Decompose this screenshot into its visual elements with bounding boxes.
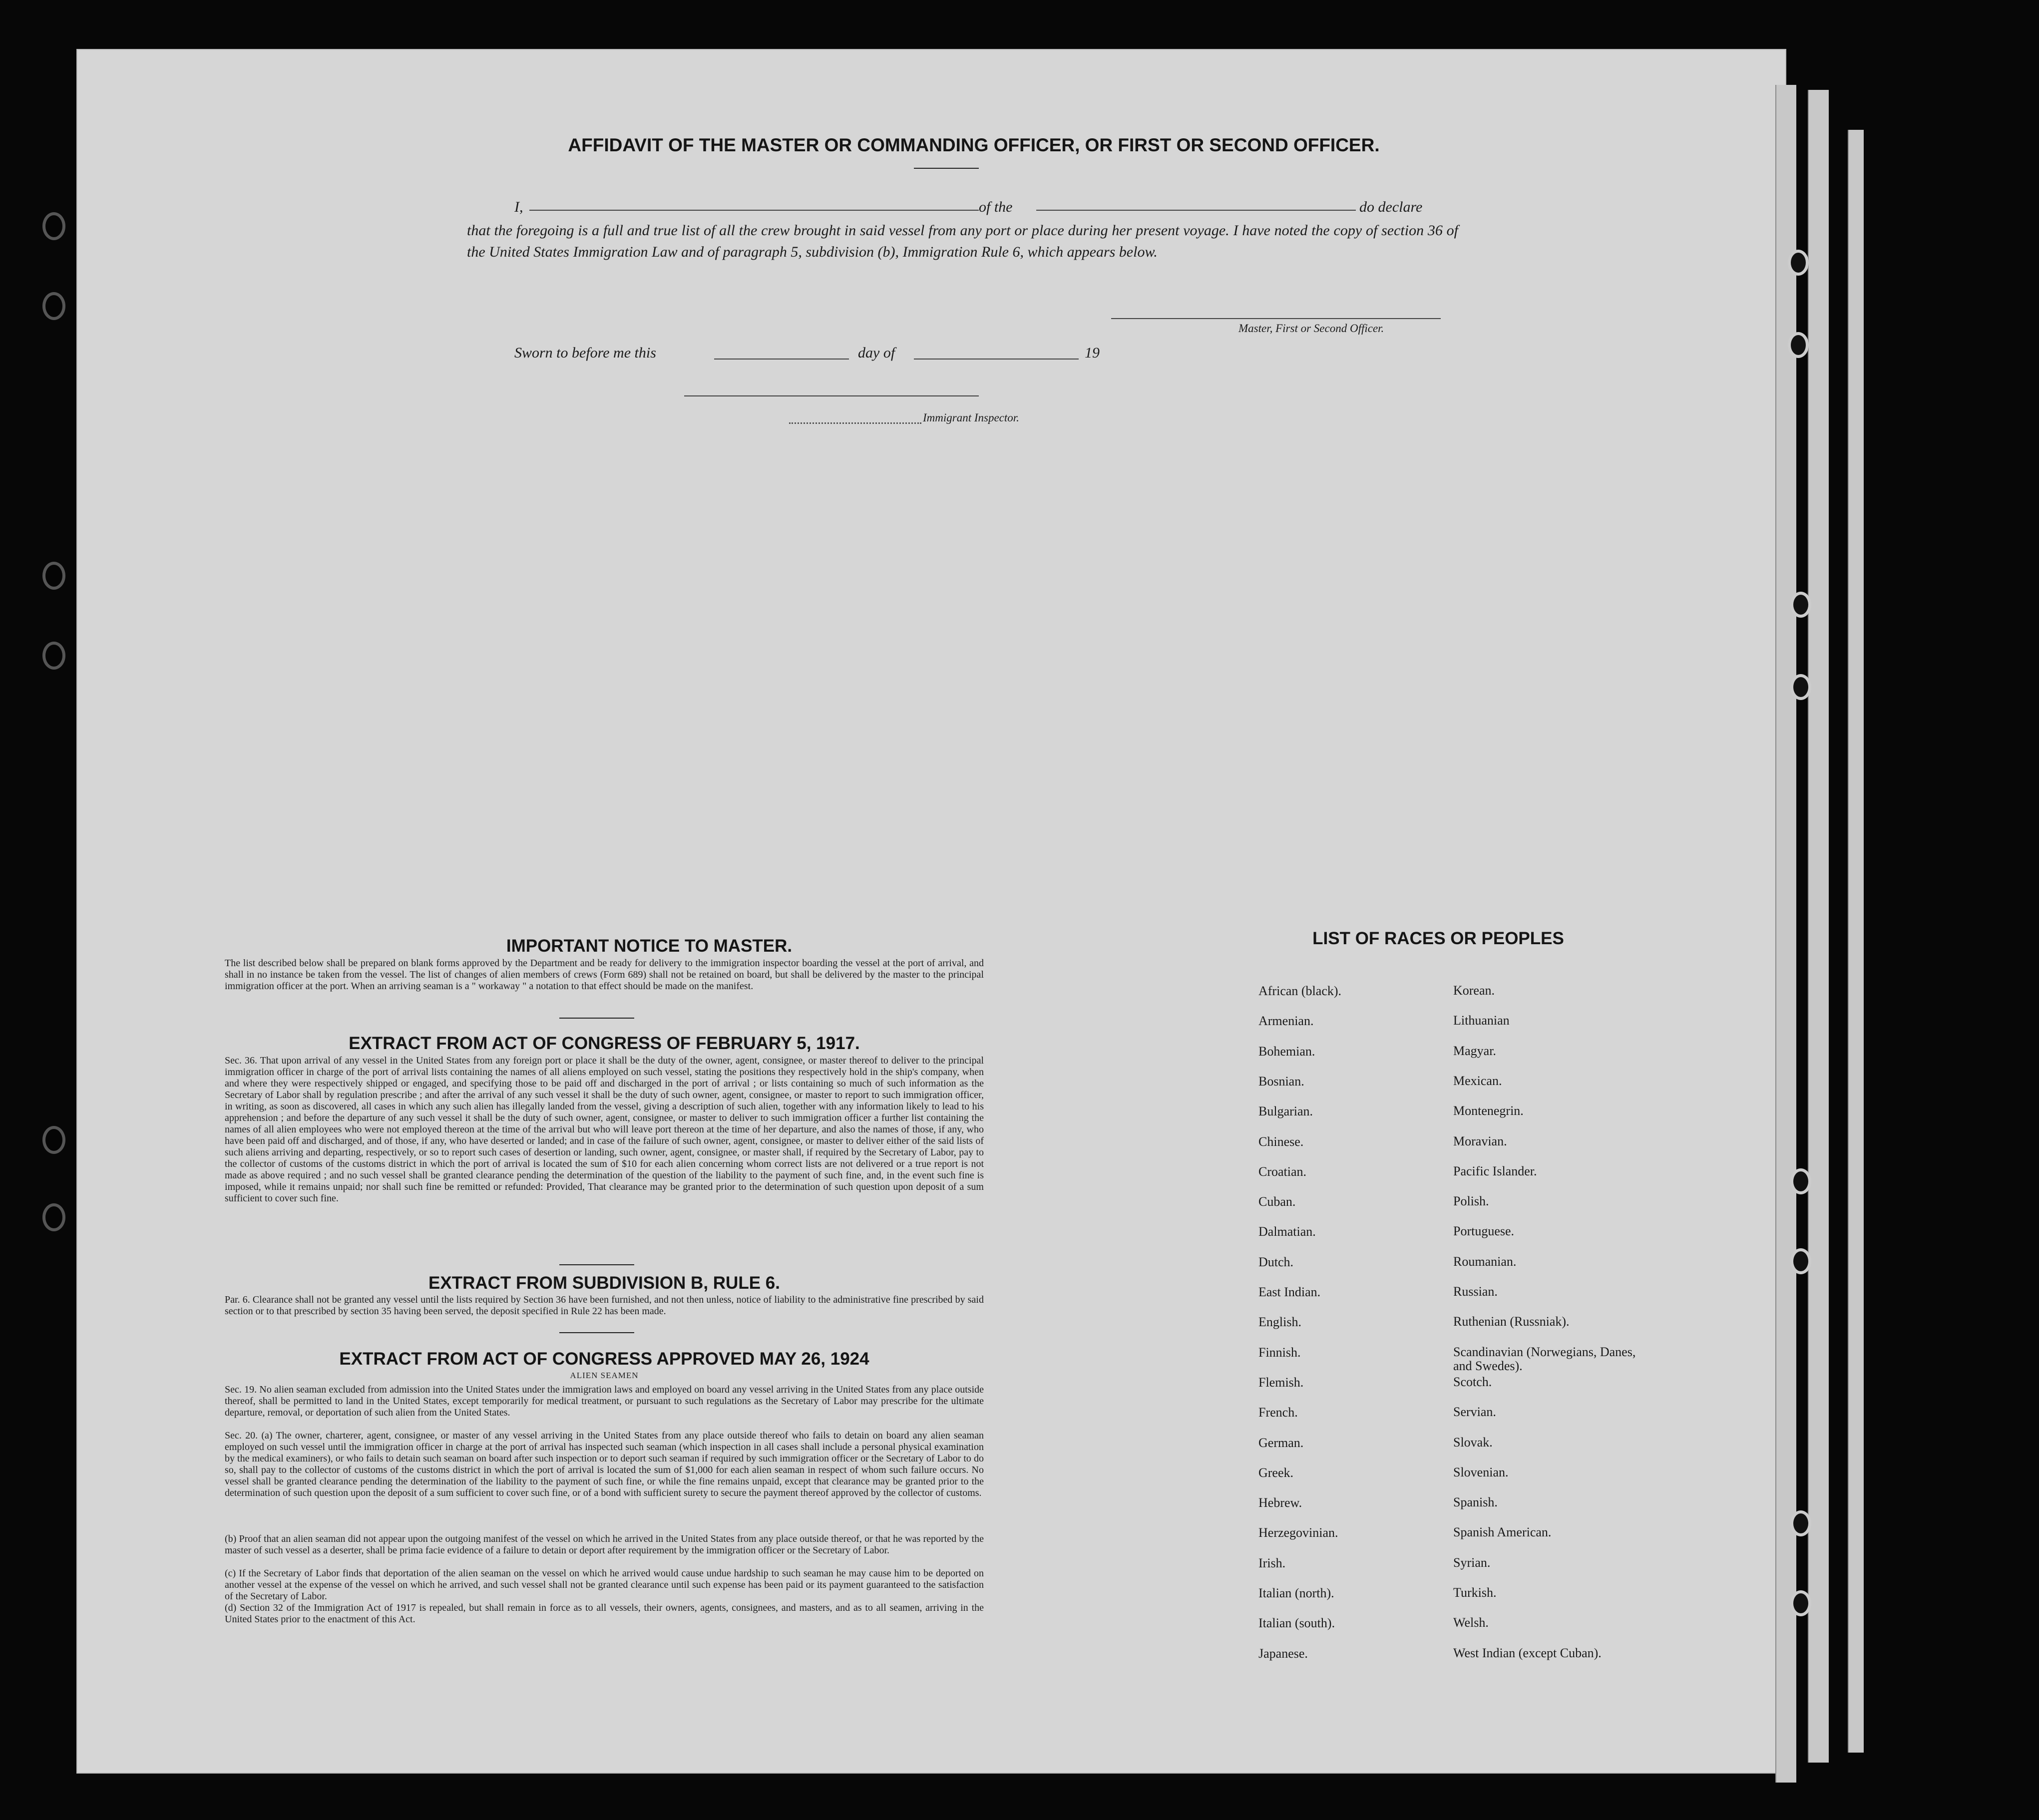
race-entry: Dalmatian. (1258, 1224, 1316, 1239)
officer-signature-label: Master, First or Second Officer. (1238, 322, 1384, 335)
race-entry: Herzegovinian. (1258, 1525, 1338, 1540)
section-divider (559, 1018, 634, 1019)
section-20c-text: (c) If the Secretary of Labor finds that deportation of the alien seaman on the vessel on which he arrived would cause undue hardship to such seaman he may cause him to be deported on another vessel at the expense of the vessel on which he arrived, and such vessel shall not be granted clearance until such expense has been paid or its payment guaranteed to the satisfaction of the Secretary of Labor. (225, 1568, 984, 1602)
race-entry: East Indian. (1258, 1285, 1321, 1299)
race-entry: Magyar. (1453, 1043, 1496, 1058)
race-entry: Irish. (1258, 1555, 1286, 1570)
notice-title: IMPORTANT NOTICE TO MASTER. (506, 936, 793, 956)
day-of-label: day of (858, 345, 895, 361)
race-entry: Bosnian. (1258, 1074, 1304, 1089)
binder-hole (1790, 1248, 1811, 1274)
page-edge (1848, 130, 1864, 1753)
race-entry: Lithuanian (1453, 1013, 1510, 1028)
race-entry: Slovenian. (1453, 1464, 1509, 1479)
race-entry: Spanish American. (1453, 1525, 1552, 1540)
extract-1924-title: EXTRACT FROM ACT OF CONGRESS APPROVED MAY 26, 1924 (339, 1349, 869, 1369)
race-entry: Korean. (1453, 983, 1495, 998)
race-entry: African (black). (1258, 984, 1342, 998)
inspector-label: Immigrant Inspector. (923, 411, 1019, 424)
race-entry: Scotch. (1453, 1374, 1492, 1389)
binder-hole (42, 292, 65, 320)
race-entry: Montenegrin. (1453, 1103, 1524, 1118)
sworn-day-field[interactable] (714, 359, 849, 360)
declarant-label: I, (514, 199, 523, 215)
year-label: 19 (1085, 345, 1100, 361)
binder-hole (42, 642, 65, 670)
race-entry: Flemish. (1258, 1375, 1304, 1390)
race-entry: Armenian. (1258, 1014, 1314, 1029)
affidavit-title: AFFIDAVIT OF THE MASTER OR COMMANDING OFFICER, OR FIRST OR SECOND OFFICER. (568, 135, 1380, 155)
extract-1917-title: EXTRACT FROM ACT OF CONGRESS OF FEBRUARY 5, 1917. (349, 1034, 860, 1053)
race-entry: Bulgarian. (1258, 1104, 1313, 1119)
affidavit-body: that the foregoing is a full and true list of all the crew brought in said vessel from any port or place during her present voyage. I have noted the copy of section 36 of the United States Immigration Law and of paragraph 5, subdivision (b), Immigration Rule 6, which appears below. (467, 222, 1458, 260)
race-entry: West Indian (except Cuban). (1453, 1645, 1602, 1660)
race-entry: Italian (north). (1258, 1586, 1334, 1600)
section-divider (559, 1332, 634, 1333)
binder-hole (1790, 674, 1811, 700)
declarant-name-field[interactable] (529, 210, 979, 211)
section-20a-text: Sec. 20. (a) The owner, charterer, agent, consignee, or master of any vessel arriving in the United States from any place outside thereof who fails to detain on board any alien seaman employed on such vessel until the immigration officer in charge at the port of arrival has inspected such seaman (which inspection in all cases shall include a personal physical examination by the medical examiners), or who fails to detain such seaman on board after such inspection or to deport such seaman if required by such immigration officer or the Secretary of Labor to do so, shall pay to the collector of customs of the customs district in which the port of arrival is located the sum of $1,000 for each alien seaman in respect of whom such failure occurs. No vessel shall be granted clearance pending the determination of the liability to the payment of such fine, or while the fine remains unpaid, except that clearance may be granted prior to the determination of such question upon the deposit of a sum sufficient to cover such fine, or of a bond with sufficient surety to secure the payment thereof approved by the collector of customs. (225, 1430, 984, 1498)
binder-hole (1788, 332, 1809, 358)
bleed-through-text (320, 150, 327, 172)
title-divider (914, 168, 979, 169)
race-entry: Bohemian. (1258, 1044, 1315, 1059)
race-entry: German. (1258, 1435, 1304, 1450)
declare-label: do declare (1359, 199, 1423, 215)
binder-hole (42, 1126, 65, 1154)
race-entry: Roumanian. (1453, 1254, 1517, 1269)
race-entry: Dutch. (1258, 1254, 1294, 1269)
race-entry: Spanish. (1453, 1495, 1498, 1510)
race-entry: Chinese. (1258, 1134, 1304, 1149)
race-entry: Servian. (1453, 1405, 1496, 1420)
binder-hole (1788, 250, 1809, 276)
race-entry: Pacific Islander. (1453, 1163, 1537, 1178)
race-entry: Welsh. (1453, 1615, 1489, 1630)
page-edge (1808, 90, 1829, 1763)
race-entry: Moravian. (1453, 1133, 1507, 1148)
vessel-of-label: of the (979, 199, 1013, 215)
race-entry: Syrian. (1453, 1555, 1491, 1570)
race-entry: Scandinavian (Norwegians, Danes, and Swedes). (1453, 1344, 1636, 1373)
race-entry: Mexican. (1453, 1073, 1502, 1088)
binder-hole (42, 212, 65, 240)
section-20b-text: (b) Proof that an alien seaman did not appear upon the outgoing manifest of the vessel on which he arrived in the United States from any place outside thereof, or that he was reported by the master of such vessel as a deserter, shall be prima facie evidence of a failure to detain or deport after requirement by the immigration officer or the Secretary of Labor. (225, 1533, 984, 1556)
race-entry: French. (1258, 1405, 1298, 1420)
extract-1924-subtitle: ALIEN SEAMEN (570, 1371, 639, 1380)
section-divider (559, 1264, 634, 1265)
race-entry: Slovak. (1453, 1435, 1493, 1450)
subdivision-title: EXTRACT FROM SUBDIVISION B, RULE 6. (428, 1273, 780, 1293)
section-19-text: Sec. 19. No alien seaman excluded from admission into the United States under the immigration laws and employed on board any vessel arriving in the United States from any place outside thereof, shall be permitted to land in the United States, except temporarily for medical treatment, or pursuant to such regulations as the Secretary of Labor may prescribe for the ultimate departure, removal, or deportation of such alien from the United States. (225, 1384, 984, 1418)
race-entry: Japanese. (1258, 1646, 1308, 1661)
subdivision-text: Par. 6. Clearance shall not be granted any vessel until the lists required by Section 36 have been furnished, and not then unless, notice of liability to the administrative fine prescribed by said section or to that prescribed by section 35 having been served, the deposit specified in Rule 22 has been made. (225, 1294, 984, 1317)
inspector-signature-field[interactable] (684, 395, 979, 396)
binder-hole (1790, 1510, 1811, 1536)
race-entry: Italian (south). (1258, 1616, 1335, 1631)
binder-hole (42, 562, 65, 590)
binder-hole (1790, 1590, 1811, 1616)
race-entry: English. (1258, 1315, 1301, 1330)
race-entry: Ruthenian (Russniak). (1453, 1314, 1570, 1329)
race-entry: Turkish. (1453, 1585, 1497, 1600)
race-entry: Hebrew. (1258, 1495, 1302, 1510)
extract-1917-text: Sec. 36. That upon arrival of any vessel in the United States from any foreign port or place it shall be the duty of the owner, agent, consignee, or master thereof to deliver to the principal immigration officer in charge of the port of arrival lists containing the names of all aliens employed on such vessel, stating the positions they respectively hold in the ship's company, when and where they were respectively shipped or engaged, and specifying those to be paid off and discharged in the port of arrival ; or lists containing so much of such information as the Secretary of Labor shall by regulation prescribe ; and after the arrival of any such vessel it shall be the duty of such owner, agent, consignee, or master to report to such immigration officer, in writing, as soon as discovered, all cases in which any such alien has illegally landed from the vessel, giving a description of such alien, together with any information likely to lead to his apprehension ; and before the departure of any such vessel it shall be the duty of such owner, agent, consignee, or master to deliver to such immigration officer a further list containing the names of all alien employees who were not employed thereon at the time of the arrival but who will leave port thereon at the time of her departure, and also the names of those, if any, who have been paid off and discharged, and of those, if any, who have deserted or landed; and in case of the failure of such owner, agent, consignee, or master to deliver either of the said lists of such aliens arriving and departing, respectively, or so to report such cases of desertion or landing, such owner, agent, consignee, or master shall, if required by the Secretary of Labor, pay to the collector of customs of the customs district in which the port of arrival is located the sum of $10 for each alien concerning whom correct lists are not delivered or a true report is not made as above required ; and no such vessel shall be granted clearance pending the determination of the question of the liability to the payment of such fine, and, in the event such fine is imposed, while it remains unpaid; nor shall such fine be remitted or refunded: Provided, That clearance may be granted prior to the determination of such question upon deposit of a sum sufficient to cover such fine. (225, 1055, 984, 1204)
binder-hole (42, 1203, 65, 1231)
binder-hole (1790, 1168, 1811, 1194)
sworn-month-field[interactable] (914, 359, 1079, 360)
vessel-name-field[interactable] (1036, 210, 1356, 211)
sworn-label: Sworn to before me this (514, 345, 656, 361)
inspector-dots (789, 422, 921, 424)
race-entry: Cuban. (1258, 1194, 1296, 1209)
document-page (77, 50, 1785, 1773)
race-entry: Finnish. (1258, 1345, 1301, 1360)
notice-text: The list described below shall be prepared on blank forms approved by the Department and be ready for delivery to the immigration inspector boarding the vessel at the port of arrival, and shall in no instance be taken from the vessel. The list of changes of alien members of crews (Form 689) shall not be retained on board, but shall be delivered by the master to the principal immigration officer at the port. When an arriving seaman is a " workaway " a notation to that effect should be made on the manifest. (225, 958, 984, 992)
race-entry: Croatian. (1258, 1164, 1307, 1179)
race-entry: Russian. (1453, 1284, 1498, 1299)
race-entry: Polish. (1453, 1194, 1489, 1209)
section-20d-text: (d) Section 32 of the Immigration Act of 1917 is repealed, but shall remain in force as to all vessels, their owners, agents, consignees, and masters, and as to all seamen, arriving in the United States prior to the enactment of this Act. (225, 1602, 984, 1625)
officer-signature-field[interactable] (1111, 318, 1441, 319)
races-title: LIST OF RACES OR PEOPLES (1312, 929, 1564, 948)
binder-hole (1790, 592, 1811, 618)
race-entry: Greek. (1258, 1465, 1294, 1480)
race-entry: Portuguese. (1453, 1224, 1515, 1239)
